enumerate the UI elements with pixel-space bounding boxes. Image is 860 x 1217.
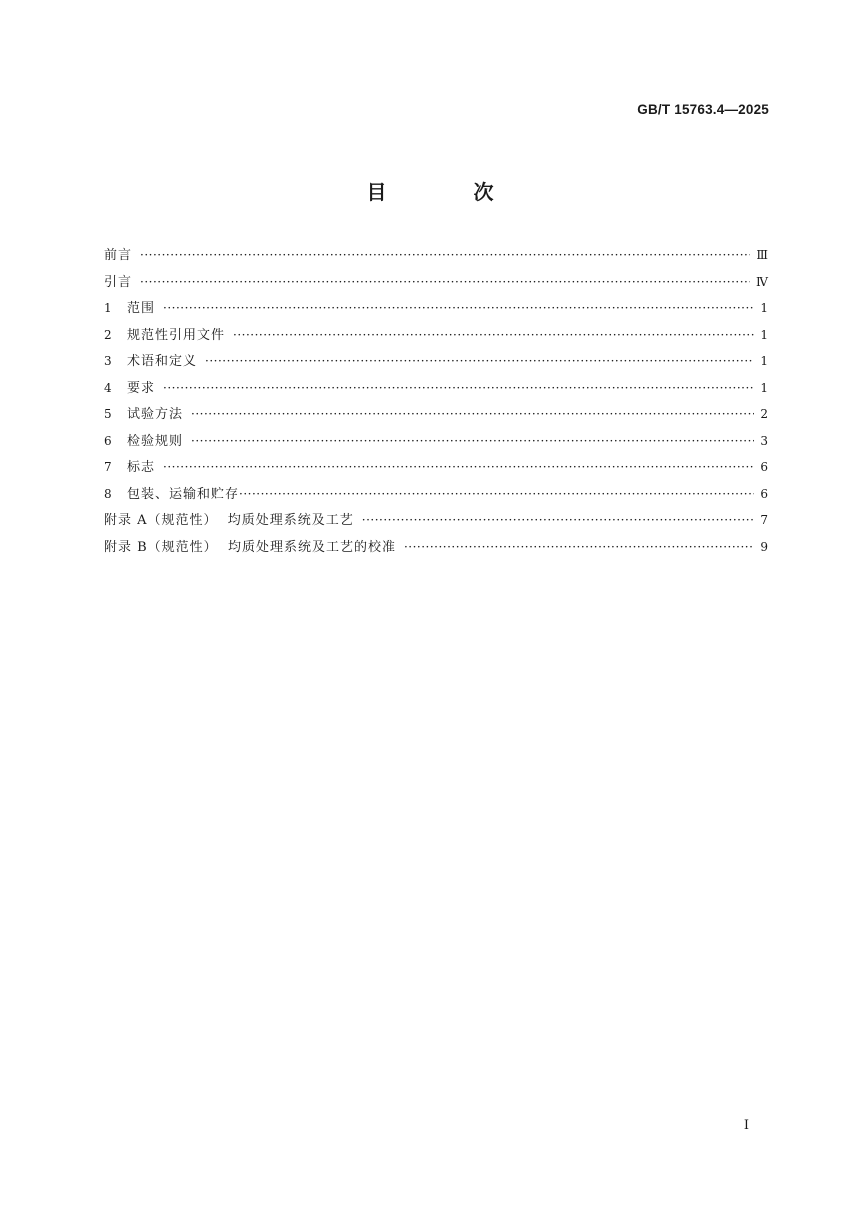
toc-entry-page: 6	[760, 486, 768, 501]
toc-leader-dots	[191, 407, 754, 421]
toc-leader-dots	[191, 434, 754, 448]
toc-entry-annex-b[interactable]	[104, 536, 768, 563]
toc-entry-number: 1	[104, 301, 112, 315]
toc-leader-dots	[239, 487, 754, 501]
toc-entry-page: 1	[760, 354, 768, 368]
toc-entry-page: 3	[760, 433, 768, 448]
toc-entry-normative-references[interactable]	[104, 324, 768, 351]
toc-entry-annex-a[interactable]	[104, 509, 768, 536]
toc-entry-scope[interactable]	[104, 297, 768, 324]
toc-entry-number: 5	[104, 407, 112, 421]
toc-entry-marking[interactable]	[104, 456, 768, 483]
toc-entry-page: 2	[760, 407, 768, 421]
toc-entry-page: Ⅲ	[756, 248, 768, 262]
toc-entry-label: 附录 B（规范性） 均质处理系统及工艺的校准	[104, 539, 396, 555]
toc-title: 目 次	[366, 180, 534, 204]
toc-entry-packaging[interactable]	[104, 483, 768, 510]
toc-entry-requirements[interactable]	[104, 377, 768, 404]
toc-entry-terms-definitions[interactable]	[104, 350, 768, 377]
toc-leader-dots	[140, 248, 750, 262]
toc-leader-dots	[163, 460, 754, 474]
toc-entry-number: 4	[104, 380, 112, 395]
toc-entry-label: 术语和定义	[127, 354, 198, 369]
toc-leader-dots	[163, 301, 754, 315]
toc-leader-dots	[140, 275, 750, 289]
toc-entry-page: 7	[760, 513, 768, 527]
toc-entry-page: 9	[760, 539, 768, 554]
toc-entry-label: 标志	[127, 460, 156, 475]
toc-entry-label: 附录 A（规范性） 均质处理系统及工艺	[104, 513, 354, 528]
toc-leader-dots	[205, 354, 754, 368]
standard-code: GB/T 15763.4—2025	[637, 102, 769, 117]
toc-entry-number: 2	[104, 327, 112, 342]
toc-entry-number: 8	[104, 486, 112, 501]
toc-entry-page: 1	[760, 380, 768, 395]
toc-entry-number: 6	[104, 433, 112, 448]
toc-leader-dots	[404, 540, 754, 554]
toc-entry-inspection-rules[interactable]	[104, 430, 768, 457]
toc-entry-label: 包装、运输和贮存	[127, 486, 240, 502]
toc-entry-label: 试验方法	[127, 407, 184, 422]
toc-entry-number: 7	[104, 460, 112, 474]
toc-entry-test-methods[interactable]	[104, 403, 768, 430]
toc-entry-introduction[interactable]	[104, 271, 768, 298]
toc-entry-label: 要求	[127, 380, 156, 396]
toc-leader-dots	[362, 513, 755, 527]
toc-entry-label: 范围	[127, 301, 156, 316]
toc-entry-page: 6	[760, 460, 768, 474]
toc-leader-dots	[163, 381, 754, 395]
toc-entry-page: Ⅳ	[756, 274, 768, 289]
toc-entry-page: 1	[760, 327, 768, 342]
toc-entry-number: 3	[104, 354, 112, 368]
toc-entry-label: 引言	[104, 274, 133, 290]
toc-entry-page: 1	[760, 301, 768, 315]
page-number: Ⅰ	[743, 1118, 749, 1133]
table-of-contents	[104, 244, 768, 562]
toc-entry-label: 前言	[104, 248, 133, 263]
toc-entry-label: 检验规则	[127, 433, 184, 449]
toc-entry-foreword[interactable]	[104, 244, 768, 271]
toc-leader-dots	[233, 328, 754, 342]
toc-entry-label: 规范性引用文件	[127, 327, 226, 343]
